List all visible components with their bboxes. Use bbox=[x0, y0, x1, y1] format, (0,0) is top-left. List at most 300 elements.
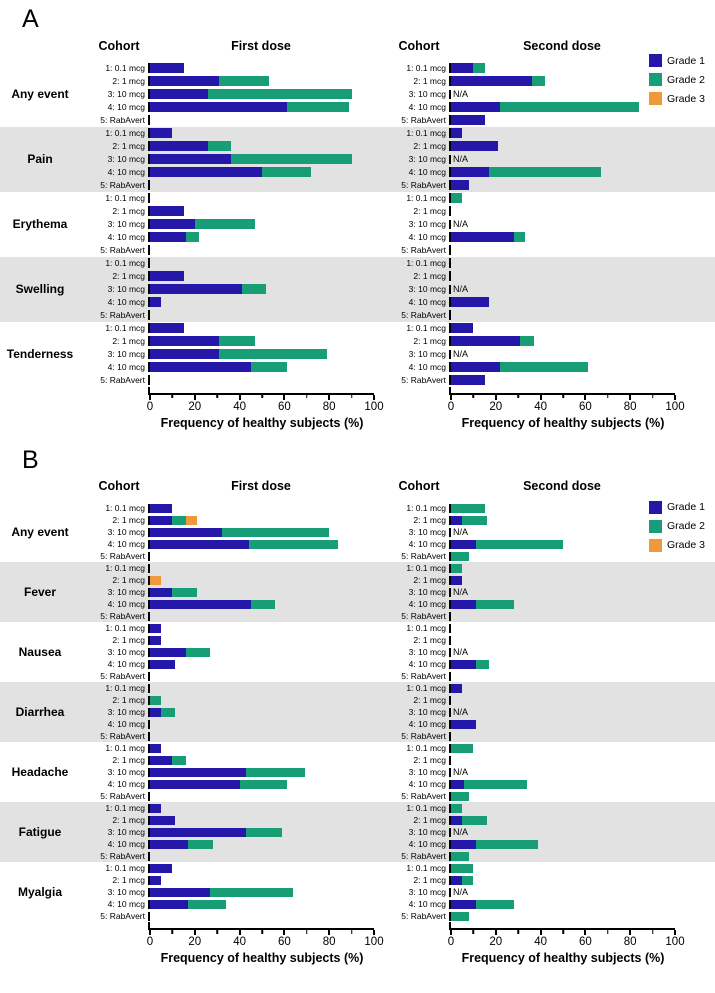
bar-track-first-dose bbox=[148, 804, 374, 813]
chart-row bbox=[90, 658, 675, 670]
bar-segment-grade2 bbox=[514, 232, 525, 242]
bar-segment-grade2 bbox=[451, 852, 469, 861]
legend-label: Grade 3 bbox=[667, 92, 705, 105]
bar-segment-grade2 bbox=[186, 232, 199, 242]
chart-row bbox=[90, 257, 675, 270]
chart-row bbox=[90, 898, 675, 910]
chart-row bbox=[90, 814, 675, 826]
stacked-bar bbox=[451, 504, 675, 513]
panel-b-groups bbox=[0, 502, 715, 922]
cohort-label: 3: 10 mcg bbox=[408, 349, 446, 359]
bar-segment-grade1 bbox=[150, 516, 172, 525]
chart-row bbox=[90, 766, 675, 778]
bar-track-first-dose bbox=[148, 912, 374, 921]
stacked-bar bbox=[150, 864, 374, 873]
cohort-label: 1: 0.1 mcg bbox=[105, 743, 145, 753]
chart-row bbox=[90, 886, 675, 898]
bar-track-second-dose bbox=[449, 564, 675, 573]
stacked-bar bbox=[451, 840, 675, 849]
bar-segment-grade2 bbox=[462, 876, 473, 885]
bar-track-first-dose bbox=[148, 336, 374, 346]
bar-segment-grade2 bbox=[520, 336, 533, 346]
legend-swatch-grade3 bbox=[649, 539, 662, 552]
bar-track-second-dose bbox=[449, 271, 675, 281]
bar-track-second-dose bbox=[449, 552, 675, 561]
stacked-bar bbox=[150, 245, 374, 255]
stacked-bar bbox=[150, 115, 374, 125]
bar-segment-grade2 bbox=[476, 900, 514, 909]
cohort-label: 3: 10 mcg bbox=[408, 284, 446, 294]
bar-track-second-dose bbox=[449, 336, 675, 346]
cohort-label: 1: 0.1 mcg bbox=[406, 63, 446, 73]
bar-track-second-dose bbox=[449, 362, 675, 372]
cohort-label: 3: 10 mcg bbox=[408, 527, 446, 537]
bar-track-second-dose bbox=[449, 180, 675, 190]
bar-track-first-dose bbox=[148, 310, 374, 320]
axis-major-tick bbox=[194, 395, 196, 400]
na-label: N/A bbox=[453, 283, 469, 294]
cohort-label: 1: 0.1 mcg bbox=[406, 563, 446, 573]
stacked-bar bbox=[451, 552, 675, 561]
stacked-bar bbox=[150, 888, 374, 897]
stacked-bar bbox=[150, 141, 374, 151]
bar-track-first-dose bbox=[148, 672, 374, 681]
bar-track-second-dose bbox=[449, 141, 675, 151]
axis-major-tick bbox=[584, 395, 586, 400]
bar-segment-grade1 bbox=[451, 362, 500, 372]
stacked-bar bbox=[451, 258, 675, 268]
cohort-label: 5: RabAvert bbox=[401, 671, 446, 681]
stacked-bar bbox=[451, 128, 675, 138]
category-rows bbox=[90, 322, 675, 387]
panel-a bbox=[0, 0, 715, 435]
stacked-bar bbox=[150, 804, 374, 813]
stacked-bar bbox=[451, 141, 675, 151]
bar-track-second-dose bbox=[449, 310, 675, 320]
bar-track-first-dose bbox=[148, 323, 374, 333]
stacked-bar bbox=[150, 232, 374, 242]
header-cohort-second-dose: Cohort bbox=[398, 479, 440, 493]
legend-swatch-grade2 bbox=[649, 520, 662, 533]
cohort-label: 4: 10 mcg bbox=[107, 167, 145, 177]
cohort-label: 5: RabAvert bbox=[401, 245, 446, 255]
bar-segment-grade2 bbox=[451, 552, 469, 561]
cohort-label: 5: RabAvert bbox=[401, 731, 446, 741]
chart-row bbox=[90, 75, 675, 88]
chart-row bbox=[90, 790, 675, 802]
stacked-bar bbox=[451, 297, 675, 307]
stacked-bar bbox=[150, 816, 374, 825]
stacked-bar bbox=[451, 323, 675, 333]
bar-segment-grade1 bbox=[451, 540, 476, 549]
bar-track-second-dose bbox=[449, 76, 675, 86]
category-rows bbox=[90, 802, 675, 862]
axis-tick-label: 40 bbox=[534, 936, 547, 948]
cohort-label: 3: 10 mcg bbox=[107, 767, 145, 777]
cohort-label: 3: 10 mcg bbox=[107, 284, 145, 294]
category-band-fever bbox=[0, 562, 715, 622]
axis-minor-tick bbox=[607, 930, 609, 934]
cohort-label: 2: 1 mcg bbox=[112, 206, 145, 216]
na-label: N/A bbox=[453, 706, 469, 717]
stacked-bar bbox=[150, 672, 374, 681]
cohort-label: 5: RabAvert bbox=[401, 791, 446, 801]
cohort-label: 4: 10 mcg bbox=[408, 167, 446, 177]
cohort-label: 3: 10 mcg bbox=[107, 887, 145, 897]
bar-segment-grade1 bbox=[451, 780, 464, 789]
bar-segment-grade1 bbox=[150, 624, 161, 633]
stacked-bar bbox=[150, 362, 374, 372]
stacked-bar bbox=[150, 258, 374, 268]
bar-segment-grade1 bbox=[150, 128, 172, 138]
cohort-label: 2: 1 mcg bbox=[112, 635, 145, 645]
category-band-headache bbox=[0, 742, 715, 802]
stacked-bar bbox=[150, 76, 374, 86]
bar-segment-grade2 bbox=[249, 540, 339, 549]
bar-track-first-dose bbox=[148, 219, 374, 229]
bar-segment-grade1 bbox=[150, 816, 175, 825]
axis-tick-label: 100 bbox=[665, 400, 685, 413]
bar-track-second-dose bbox=[449, 285, 675, 294]
axis-tick-label: 80 bbox=[322, 400, 336, 413]
bar-track-second-dose bbox=[449, 375, 675, 385]
stacked-bar bbox=[451, 720, 675, 729]
stacked-bar bbox=[150, 219, 374, 229]
axis-tick-label: 80 bbox=[623, 936, 637, 948]
bar-track-second-dose bbox=[449, 780, 675, 789]
bar-segment-grade2 bbox=[451, 912, 469, 921]
cohort-label: 5: RabAvert bbox=[100, 671, 145, 681]
stacked-bar bbox=[451, 336, 675, 346]
bar-segment-grade1 bbox=[150, 154, 231, 164]
bar-segment-grade1 bbox=[150, 600, 251, 609]
bar-track-second-dose bbox=[449, 720, 675, 729]
cohort-label: 4: 10 mcg bbox=[408, 719, 446, 729]
bar-track-second-dose bbox=[449, 636, 675, 645]
bar-segment-grade1 bbox=[451, 76, 532, 86]
bar-segment-grade1 bbox=[150, 588, 172, 597]
stacked-bar bbox=[451, 600, 675, 609]
cohort-label: 5: RabAvert bbox=[401, 115, 446, 125]
cohort-label: 4: 10 mcg bbox=[107, 232, 145, 242]
bar-track-first-dose bbox=[148, 888, 374, 897]
stacked-bar bbox=[150, 624, 374, 633]
cohort-label: 3: 10 mcg bbox=[107, 219, 145, 229]
cohort-label: 1: 0.1 mcg bbox=[105, 863, 145, 873]
bar-segment-grade2 bbox=[219, 336, 255, 346]
stacked-bar bbox=[451, 804, 675, 813]
chart-row bbox=[90, 514, 675, 526]
stacked-bar bbox=[150, 154, 374, 164]
bar-track-second-dose bbox=[449, 876, 675, 885]
cohort-label: 4: 10 mcg bbox=[408, 539, 446, 549]
chart-row bbox=[90, 62, 675, 75]
cohort-label: 5: RabAvert bbox=[100, 375, 145, 385]
category-label: Diarrhea bbox=[15, 705, 65, 719]
stacked-bar bbox=[451, 912, 675, 921]
axis-tick-label: 80 bbox=[322, 936, 336, 948]
chart-row bbox=[90, 335, 675, 348]
bar-segment-grade3 bbox=[150, 576, 161, 585]
axis-minor-tick bbox=[172, 395, 174, 399]
axis-major-tick bbox=[373, 930, 375, 935]
bar-track-first-dose bbox=[148, 245, 374, 255]
stacked-bar bbox=[451, 876, 675, 885]
axis-minor-tick bbox=[473, 395, 475, 399]
stacked-bar bbox=[150, 206, 374, 216]
legend-item-grade1 bbox=[649, 501, 713, 514]
axis-major-tick bbox=[194, 930, 196, 935]
cohort-label: 2: 1 mcg bbox=[413, 515, 446, 525]
cohort-label: 3: 10 mcg bbox=[107, 827, 145, 837]
bar-track-first-dose bbox=[148, 504, 374, 513]
panel-b-axes bbox=[0, 922, 715, 970]
axis-tick-label: 80 bbox=[623, 400, 637, 413]
bar-track-first-dose bbox=[148, 167, 374, 177]
chart-row bbox=[90, 361, 675, 374]
chart-row bbox=[90, 322, 675, 335]
bar-segment-grade1 bbox=[150, 660, 175, 669]
bar-segment-grade1 bbox=[150, 297, 161, 307]
bar-track-first-dose bbox=[148, 756, 374, 765]
axis-major-tick bbox=[149, 395, 151, 400]
bar-track-second-dose bbox=[449, 816, 675, 825]
stacked-bar bbox=[451, 732, 675, 741]
bar-track-first-dose bbox=[148, 63, 374, 73]
bar-track-first-dose bbox=[148, 576, 374, 585]
cohort-label: 5: RabAvert bbox=[401, 551, 446, 561]
category-rows bbox=[90, 862, 675, 922]
stacked-bar bbox=[451, 864, 675, 873]
chart-row bbox=[90, 88, 675, 101]
stacked-bar bbox=[150, 780, 374, 789]
legend-panel-b bbox=[649, 501, 713, 558]
x-axis-panel-a-second-dose bbox=[447, 387, 685, 435]
bar-track-first-dose bbox=[148, 696, 374, 705]
category-band-fatigue bbox=[0, 802, 715, 862]
bar-track-first-dose bbox=[148, 624, 374, 633]
axis-tick-label: 60 bbox=[277, 400, 291, 413]
header-second-dose: Second dose bbox=[523, 38, 601, 53]
axis-major-tick bbox=[283, 395, 285, 400]
stacked-bar bbox=[150, 828, 374, 837]
bar-track-first-dose bbox=[148, 115, 374, 125]
bar-segment-grade2 bbox=[476, 600, 514, 609]
bar-track-second-dose bbox=[449, 888, 675, 897]
bar-segment-grade1 bbox=[150, 768, 246, 777]
stacked-bar bbox=[150, 349, 374, 359]
stacked-bar bbox=[150, 696, 374, 705]
na-label: N/A bbox=[453, 88, 469, 99]
category-rows bbox=[90, 62, 675, 127]
chart-row bbox=[90, 598, 675, 610]
bar-segment-grade1 bbox=[451, 660, 476, 669]
chart-row bbox=[90, 718, 675, 730]
chart-row bbox=[90, 153, 675, 166]
stacked-bar bbox=[150, 102, 374, 112]
legend-item-grade3 bbox=[649, 92, 713, 105]
stacked-bar bbox=[150, 756, 374, 765]
cohort-label: 3: 10 mcg bbox=[408, 827, 446, 837]
bar-track-second-dose bbox=[449, 792, 675, 801]
stacked-bar bbox=[451, 540, 675, 549]
cohort-label: 5: RabAvert bbox=[401, 180, 446, 190]
header-cohort-first-dose: Cohort bbox=[98, 479, 140, 493]
chart-row bbox=[90, 526, 675, 538]
axis-major-tick bbox=[674, 395, 676, 400]
bar-track-second-dose bbox=[449, 258, 675, 268]
axis-major-tick bbox=[495, 930, 497, 935]
cohort-label: 4: 10 mcg bbox=[107, 719, 145, 729]
na-label: N/A bbox=[453, 766, 469, 777]
axis-title: Frequency of healthy subjects (%) bbox=[461, 415, 665, 430]
bar-segment-grade1 bbox=[150, 349, 219, 359]
cohort-label: 1: 0.1 mcg bbox=[105, 623, 145, 633]
stacked-bar bbox=[451, 102, 675, 112]
stacked-bar bbox=[451, 672, 675, 681]
stacked-bar bbox=[451, 816, 675, 825]
bar-track-second-dose bbox=[449, 864, 675, 873]
bar-track-second-dose bbox=[449, 155, 675, 164]
chart-row bbox=[90, 502, 675, 514]
bar-segment-grade2 bbox=[222, 528, 330, 537]
stacked-bar bbox=[451, 744, 675, 753]
cohort-label: 4: 10 mcg bbox=[408, 779, 446, 789]
bar-segment-grade1 bbox=[150, 336, 219, 346]
bar-segment-grade1 bbox=[451, 684, 462, 693]
cohort-label: 1: 0.1 mcg bbox=[406, 503, 446, 513]
axis-tick-label: 40 bbox=[534, 400, 547, 413]
bar-track-second-dose bbox=[449, 540, 675, 549]
cohort-label: 5: RabAvert bbox=[100, 551, 145, 561]
cohort-label: 2: 1 mcg bbox=[112, 575, 145, 585]
chart-row bbox=[90, 670, 675, 682]
bar-track-second-dose bbox=[449, 684, 675, 693]
bar-track-first-dose bbox=[148, 612, 374, 621]
bar-segment-grade2 bbox=[195, 219, 255, 229]
chart-row bbox=[90, 270, 675, 283]
bar-track-second-dose bbox=[449, 115, 675, 125]
bar-track-second-dose bbox=[449, 588, 675, 597]
cohort-label: 4: 10 mcg bbox=[107, 899, 145, 909]
bar-track-first-dose bbox=[148, 180, 374, 190]
stacked-bar bbox=[150, 552, 374, 561]
bar-segment-grade1 bbox=[150, 232, 186, 242]
stacked-bar bbox=[451, 167, 675, 177]
bar-segment-grade2 bbox=[150, 696, 161, 705]
cohort-label: 3: 10 mcg bbox=[408, 767, 446, 777]
bar-track-first-dose bbox=[148, 588, 374, 597]
bar-segment-grade2 bbox=[476, 660, 489, 669]
category-band-diarrhea bbox=[0, 682, 715, 742]
chart-row bbox=[90, 802, 675, 814]
stacked-bar bbox=[150, 128, 374, 138]
category-band-any-event bbox=[0, 62, 715, 127]
stacked-bar bbox=[451, 624, 675, 633]
legend-item-grade1 bbox=[649, 54, 713, 67]
bar-segment-grade1 bbox=[150, 636, 161, 645]
cohort-label: 3: 10 mcg bbox=[107, 154, 145, 164]
cohort-label: 5: RabAvert bbox=[100, 180, 145, 190]
bar-track-first-dose bbox=[148, 852, 374, 861]
cohort-label: 2: 1 mcg bbox=[112, 515, 145, 525]
axis-tick-label: 0 bbox=[146, 936, 154, 948]
chart-row bbox=[90, 694, 675, 706]
cohort-label: 2: 1 mcg bbox=[413, 815, 446, 825]
stacked-bar bbox=[150, 600, 374, 609]
legend-swatch-grade1 bbox=[649, 501, 662, 514]
bar-track-first-dose bbox=[148, 76, 374, 86]
bar-segment-grade1 bbox=[150, 76, 219, 86]
axis-major-tick bbox=[540, 395, 542, 400]
bar-track-second-dose bbox=[449, 912, 675, 921]
chart-row bbox=[90, 374, 675, 387]
stacked-bar bbox=[451, 193, 675, 203]
bar-segment-grade1 bbox=[451, 576, 462, 585]
bar-track-first-dose bbox=[148, 540, 374, 549]
cohort-label: 2: 1 mcg bbox=[413, 76, 446, 86]
bar-segment-grade1 bbox=[150, 648, 186, 657]
axis-tick-label: 100 bbox=[364, 400, 384, 413]
stacked-bar bbox=[451, 180, 675, 190]
category-band-myalgia bbox=[0, 862, 715, 922]
axis-tick-label: 0 bbox=[447, 400, 455, 413]
cohort-label: 4: 10 mcg bbox=[408, 899, 446, 909]
bar-track-second-dose bbox=[449, 297, 675, 307]
bar-segment-grade1 bbox=[150, 804, 161, 813]
chart-row bbox=[90, 586, 675, 598]
chart-row bbox=[90, 634, 675, 646]
bar-segment-grade1 bbox=[451, 840, 476, 849]
cohort-label: 2: 1 mcg bbox=[112, 336, 145, 346]
cohort-label: 4: 10 mcg bbox=[107, 839, 145, 849]
bar-segment-grade1 bbox=[451, 297, 489, 307]
stacked-bar bbox=[451, 900, 675, 909]
axis-tick-label: 20 bbox=[188, 936, 202, 948]
bar-track-first-dose bbox=[148, 708, 374, 717]
chart-row bbox=[90, 574, 675, 586]
cohort-label: 2: 1 mcg bbox=[112, 815, 145, 825]
bar-segment-grade1 bbox=[150, 744, 161, 753]
bar-segment-grade2 bbox=[172, 516, 185, 525]
na-label: N/A bbox=[453, 348, 469, 359]
bar-segment-grade2 bbox=[242, 284, 267, 294]
stacked-bar bbox=[451, 612, 675, 621]
cohort-label: 5: RabAvert bbox=[100, 911, 145, 921]
bar-segment-grade1 bbox=[150, 528, 222, 537]
stacked-bar bbox=[150, 732, 374, 741]
stacked-bar bbox=[150, 744, 374, 753]
bar-segment-grade2 bbox=[500, 102, 639, 112]
cohort-label: 4: 10 mcg bbox=[408, 659, 446, 669]
bar-segment-grade3 bbox=[186, 516, 197, 525]
legend-label: Grade 1 bbox=[667, 54, 705, 67]
bar-segment-grade1 bbox=[150, 840, 188, 849]
bar-track-second-dose bbox=[449, 672, 675, 681]
axis-tick-label: 60 bbox=[578, 400, 592, 413]
panel-a-letter: A bbox=[22, 5, 39, 33]
stacked-bar bbox=[451, 780, 675, 789]
category-band-any-event bbox=[0, 502, 715, 562]
category-label: Pain bbox=[27, 152, 53, 166]
cohort-label: 3: 10 mcg bbox=[107, 647, 145, 657]
bar-track-second-dose bbox=[449, 840, 675, 849]
legend-swatch-grade2 bbox=[649, 73, 662, 86]
cohort-label: 4: 10 mcg bbox=[107, 659, 145, 669]
axis-minor-tick bbox=[306, 930, 308, 934]
bar-track-second-dose bbox=[449, 648, 675, 657]
axis-major-tick bbox=[629, 930, 631, 935]
